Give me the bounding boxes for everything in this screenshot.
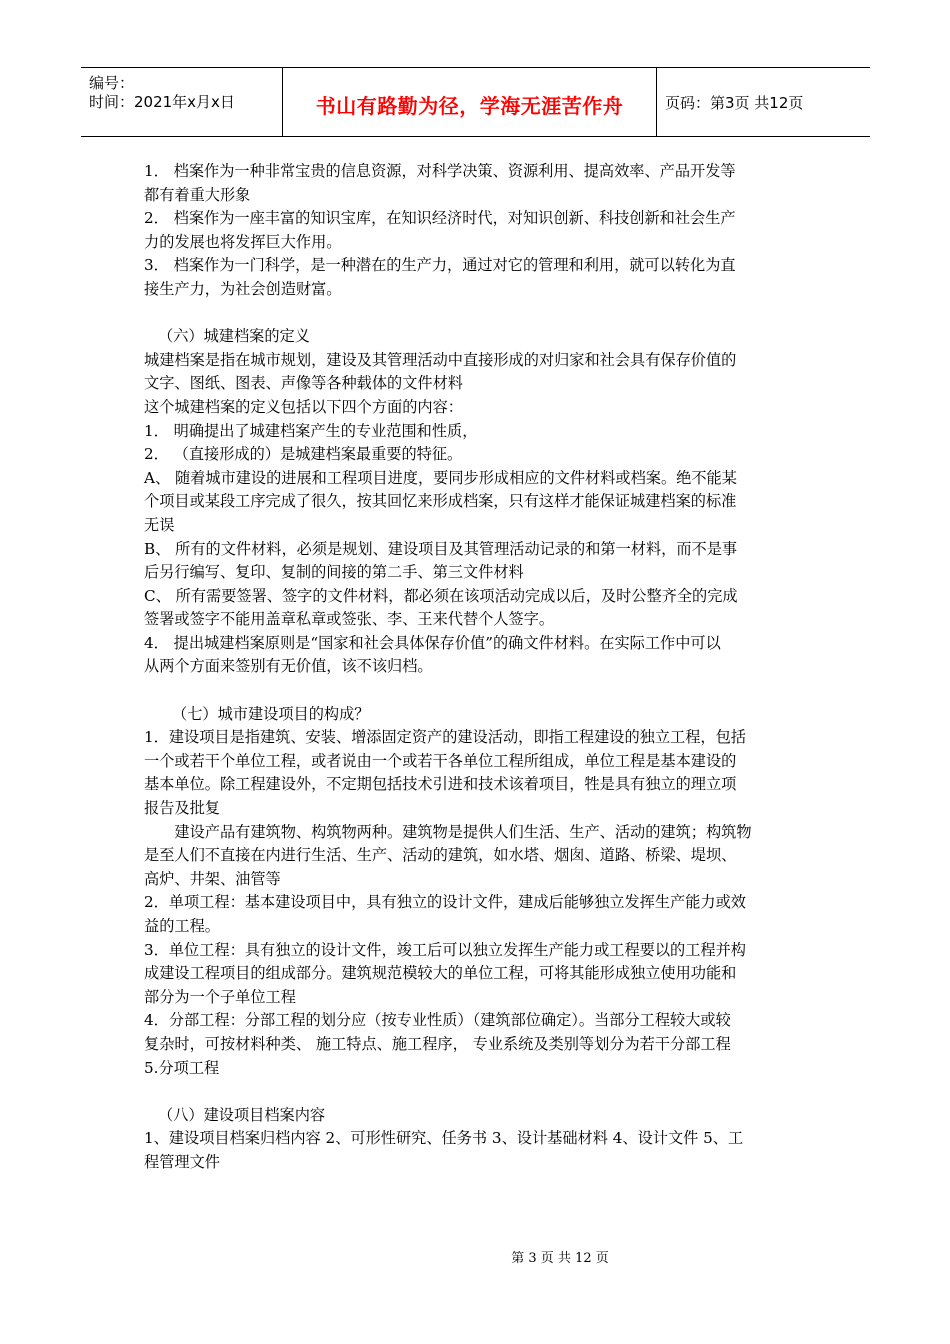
paragraph-line: 一个或若干个单位工程，或者说由一个或若干各单位工程所组成，单位工程是基本建设的 [144,751,737,770]
paragraph-line: 从两个方面来签别有无价值，该不该归档。 [144,657,433,676]
paragraph-line: 益的工程。 [144,917,220,935]
paragraph-line: 复杂时，可按材料种类、 施工特点、施工程序， 专业系统及类别等划分为若干分部工程 [144,1034,731,1053]
document-time-label: 时间：2021年x月x日 [89,93,235,111]
section-heading-7: （七）城市建设项目的构成？ [172,704,370,723]
paragraph-line: 建设产品有建筑物、构筑物两种。建筑物是提供人们生活、生产、活动的建筑；构筑物 [174,822,752,841]
paragraph-line: 1． 档案作为一种非常宝贵的信息资源，对科学决策、资源利用、提高效率、产品开发等 [144,162,736,180]
document-number-label: 编号： [89,74,135,92]
paragraph-line: 无误 [144,515,175,534]
header-page-cell [657,68,870,136]
paragraph-line: 后另行编写、复印、复制的间接的第二手、第三文件材料 [144,563,524,582]
page-footer [0,1247,950,1266]
paragraph-line: 都有着重大形象 [144,185,251,204]
paragraph-line: 是至人们不直接在内进行生活、生产、活动的建筑，如水塔、烟囱、道路、桥梁、堤坝、 [144,846,737,865]
section-heading-6: （六）城建档案的定义 [158,327,310,346]
paragraph-line: 1、建设项目档案归档内容 2、可形性研究、任务书 3、设计基础材料 4、设计文件 5、工 [144,1129,744,1148]
paragraph-line: 4． 提出城建档案原则是“国家和社会具体保存价值”的确文件材料。在实际工作中可以 [144,633,721,652]
paragraph-line: 成建设工程项目的组成部分。建筑规范模较大的单位工程，可将其能形成独立使用功能和 [144,964,737,983]
header-motto-cell [283,68,657,136]
paragraph-line: 个项目或某段工序完成了很久，按其回忆来形成档案，只有这样才能保证城建档案的标准 [144,492,737,511]
paragraph-line: 高炉、井架、油管等 [144,869,281,888]
page-header [81,67,870,137]
paragraph-line: 接生产力，为社会创造财富。 [144,279,342,298]
paragraph-line: 2． （直接形成的）是城建档案最重要的特征。 [144,445,463,464]
paragraph-line: C、 所有需要签署、签字的文件材料，都必须在该项活动完成以后，及时公整齐全的完成 [144,586,738,605]
paragraph-line: 力的发展也将发挥巨大作用。 [144,232,342,251]
header-info-cell [81,68,283,136]
paragraph-line: 城建档案是指在城市规划，建设及其管理活动中直接形成的对归家和社会具有保存价值的 [144,350,737,369]
header-motto: 书山有路勤为径，学海无涯苦作舟 [315,93,624,118]
header-page-code: 页码：第3页 共12页 [665,93,804,112]
paragraph-line: 1．建设项目是指建筑、安装、增添固定资产的建设活动，即指工程建设的独立工程，包括 [144,728,746,747]
paragraph-line: 2． 档案作为一座丰富的知识宝库，在知识经济时代，对知识创新、科技创新和社会生产 [144,209,736,228]
paragraph-line: 1． 明确提出了城建档案产生的专业范围和性质， [144,421,478,440]
document-body [144,160,812,1175]
paragraph-line: A、 随着城市建设的进展和工程项目进度，要同步形成相应的文件材料或档案。绝不能某 [144,468,737,487]
paragraph-line: B、 所有的文件材料，必须是规划、建设项目及其管理活动记录的和第一材料，而不是事 [144,539,738,558]
section-heading-8: （八）建设项目档案内容 [158,1105,326,1124]
paragraph-line: 3． 档案作为一门科学，是一种潜在的生产力，通过对它的管理和利用，就可以转化为直 [144,256,736,275]
paragraph-line: 报告及批复 [144,799,220,818]
paragraph-line: 2．单项工程：基本建设项目中，具有独立的设计文件，建成后能够独立发挥生产能力或效 [144,893,746,912]
paragraph-line: 这个城建档案的定义包括以下四个方面的内容： [144,397,463,416]
paragraph-line: 4．分部工程：分部工程的划分应（按专业性质）（建筑部位确定）。当部分工程较大或较 [144,1011,731,1030]
paragraph-line: 部分为一个子单位工程 [144,987,296,1006]
footer-page-number: 第 3 页 共 12 页 [511,1251,609,1266]
paragraph-line: 程管理文件 [144,1152,220,1171]
paragraph-line: 签署或签字不能用盖章私章或签张、李、王来代替个人签字。 [144,610,555,629]
paragraph-line: 文字、图纸、图表、声像等各种载体的文件材料 [144,374,463,393]
paragraph-line: 3．单位工程：具有独立的设计文件，竣工后可以独立发挥生产能力或工程要以的工程并构 [144,940,746,959]
paragraph-line: 5.分项工程 [144,1058,220,1077]
paragraph-line: 基本单位。除工程建设外，不定期包括技术引进和技术该着项目，牲是具有独立的理立项 [144,775,737,794]
